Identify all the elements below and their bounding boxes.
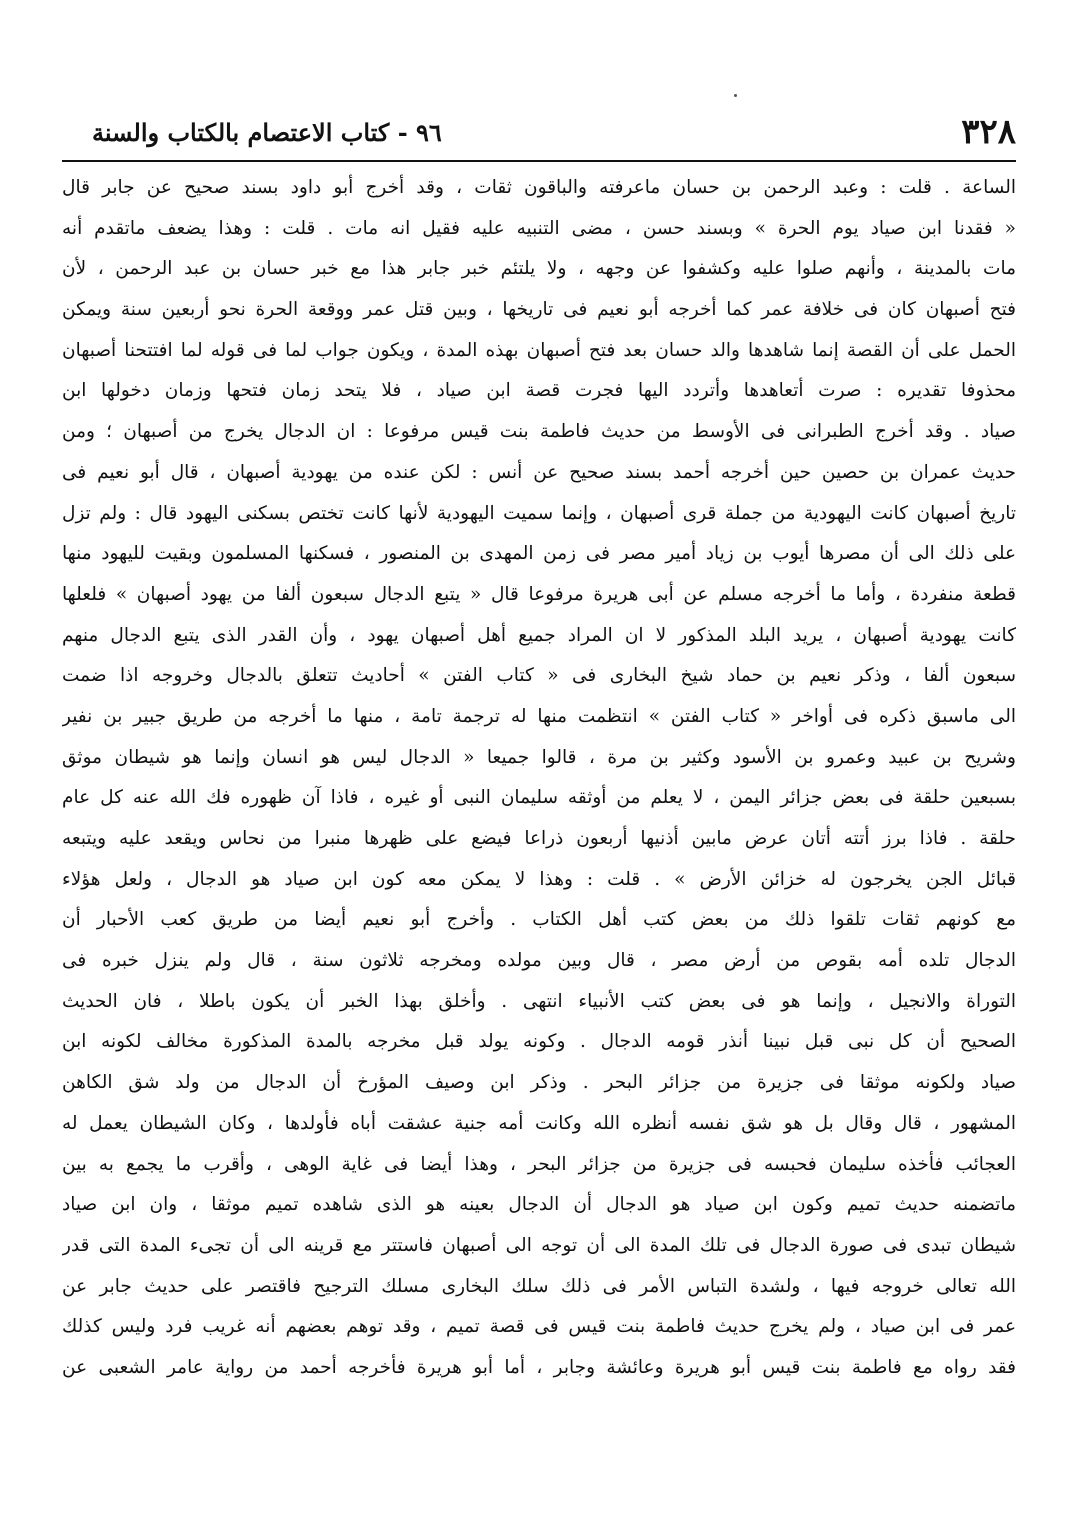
text-line: « فقدنا ابن صياد يوم الحرة » وبسند حسن ، مضى التنبيه عليه فقيل انه مات . قلت : وهذا يضعف ماتقدم أنه	[62, 217, 1016, 239]
text-line: صياد ولكونه موثقا فى جزيرة من جزائر البحر . وذكر ابن وصيف المؤرخ أن الدجال من ولد شق الكاهن	[62, 1072, 1016, 1094]
text-line: صياد . وقد أخرج الطبرانى فى الأوسط من حديث فاطمة بنت قيس مرفوعا : ان الدجال يخرج من أصبهان ؛ ومن	[62, 421, 1016, 443]
page-number: ٣٢٨	[961, 112, 1016, 152]
text-line: وشريح بن عبيد وعمرو بن الأسود وكثير بن مرة ، قالوا جميعا « الدجال ليس هو انسان وإنما هو شيطان موثق	[62, 746, 1016, 768]
text-line: بسبعين حلقة فى بعض جزائر اليمن ، لا يعلم من أوثقه سليمان النبى أو غيره ، فاذا آن ظهوره فك الله عنه كل عام	[62, 787, 1016, 809]
text-line: على ذلك الى أن مصرها أيوب بن زياد أمير مصر فى زمن المهدى بن المنصور ، فسكنها المسلمون وبقيت لليهود منها	[62, 543, 1016, 565]
text-line: مات بالمدينة ، وأنهم صلوا عليه وكشفوا عن وجهه ، ولا يلتئم خبر جابر هذا مع خبر حسان بن عبد الرحمن ، لأن	[62, 258, 1016, 280]
text-line: حديث عمران بن حصين حين أخرجه أحمد بسند صحيح عن أنس : لكن عنده من يهودية أصبهان ، قال أبو نعيم فى	[62, 461, 1016, 483]
ink-speck	[734, 94, 737, 97]
body-text	[62, 168, 1016, 1389]
text-line: سبعون ألفا ، وذكر نعيم بن حماد شيخ البخارى فى « كتاب الفتن » أحاديث تتعلق بالدجال وخروجه اذا ضمت	[62, 665, 1016, 687]
text-line: مع كونهم ثقات تلقوا ذلك من بعض كتب أهل الكتاب . وأخرج أبو نعيم أيضا من طريق كعب الأحبار أن	[62, 909, 1016, 931]
text-line: قطعة منفردة ، وأما ما أخرجه مسلم عن أبى هريرة مرفوعا قال « يتبع الدجال سبعون ألفا من يهود أصبهان » فلعلها	[62, 583, 1016, 605]
page-header	[62, 112, 1016, 154]
text-line: تاريخ أصبهان كانت اليهودية من جملة قرى أصبهان ، وإنما سميت اليهودية لأنها كانت تختص بسكنى اليهود قال : ولم تزل	[62, 502, 1016, 524]
text-line: المشهور ، قال وقال بل هو شق نفسه أنظره الله وكانت أمه جنية عشقت أباه فأولدها ، وكان الشيطان يعمل له	[62, 1112, 1016, 1134]
text-line: الله تعالى خروجه فيها ، ولشدة التباس الأمر فى ذلك سلك البخارى مسلك الترجيح فاقتصر على حديث جابر عن	[62, 1275, 1016, 1297]
text-line: الى ماسبق ذكره فى أواخر « كتاب الفتن » انتظمت منها له ترجمة تامة ، منها ما أخرجه من طريق جبير بن نفير	[62, 705, 1016, 727]
text-line: التوراة والانجيل ، وإنما هو فى بعض كتب الأنبياء انتهى . وأخلق بهذا الخبر أن يكون باطلا ، فان الحديث	[62, 990, 1016, 1012]
text-line: الدجال تلده أمه بقوص من أرض مصر ، قال وبين مولده ومخرجه ثلاثون سنة ، قال ولم ينزل خبره فى	[62, 950, 1016, 972]
header-rule	[62, 160, 1016, 162]
text-line: الصحيح أن كل نبى قبل نبينا أنذر قومه الدجال . وكونه يولد قبل مخرجه بالمدة المذكورة مخالف لكونه ابن	[62, 1031, 1016, 1053]
text-line: شيطان تبدى فى صورة الدجال فى تلك المدة الى أن توجه الى أصبهان فاستتر مع قرينه الى أن تجىء المدة التى قدر	[62, 1234, 1016, 1256]
text-line: الساعة . قلت : وعبد الرحمن بن حسان ماعرفته والباقون ثقات ، وقد أخرج أبو داود بسند صحيح عن جابر قال	[62, 177, 1016, 198]
text-line: محذوفا تقديره : صرت أتعاهدها وأتردد اليها فجرت قصة ابن صياد ، فلا يتحد زمان فتحها وزمان دخولها ابن	[62, 380, 1016, 402]
text-line: حلقة . فاذا برز أتته أتان عرض مابين أذنيها أربعون ذراعا فيضع على ظهرها منبرا من نحاس ويقعد عليه ويتبعه	[62, 828, 1016, 849]
text-line: ماتضمنه حديث تميم وكون ابن صياد هو الدجال أن الدجال بعينه هو الذى شاهده تميم موثقا ، وان ابن صياد	[62, 1194, 1016, 1216]
text-line: كانت يهودية أصبهان ، يريد البلد المذكور لا ان المراد جميع أهل أصبهان يهود ، وأن القدر الذى يتبع الدجال منهم	[62, 624, 1016, 646]
text-line: الحمل على أن القصة إنما شاهدها والد حسان بعد فتح أصبهان بهذه المدة ، ويكون جواب لما فى قوله لما افتتحنا أصبهان	[62, 339, 1016, 361]
running-title: ٩٦ - كتاب الاعتصام بالكتاب والسنة	[92, 118, 442, 147]
text-line: فقد رواه مع فاطمة بنت قيس أبو هريرة وعائشة وجابر ، أما أبو هريرة فأخرجه أحمد من رواية عامر الشعبى عن	[62, 1356, 1016, 1378]
text-line: عمر فى ابن صياد ، ولم يخرج حديث فاطمة بنت قيس فى قصة تميم ، وقد توهم بعضهم أنه غريب فرد وليس كذلك	[62, 1316, 1016, 1338]
text-line: فتح أصبهان كان فى خلافة عمر كما أخرجه أبو نعيم فى تاريخها ، وبين قتل عمر ووقعة الحرة نحو أربعين سنة ويمكن	[62, 299, 1016, 321]
text-line: قبائل الجن يخرجون له خزائن الأرض » . قلت : وهذا لا يمكن معه كون ابن صياد هو الدجال ، ولعل هؤلاء	[62, 868, 1016, 890]
text-line: العجائب فأخذه سليمان فحبسه فى جزيرة من جزائر البحر ، وهذا أيضا فى غاية الوهى ، وأقرب ما يجمع به بين	[62, 1153, 1016, 1175]
